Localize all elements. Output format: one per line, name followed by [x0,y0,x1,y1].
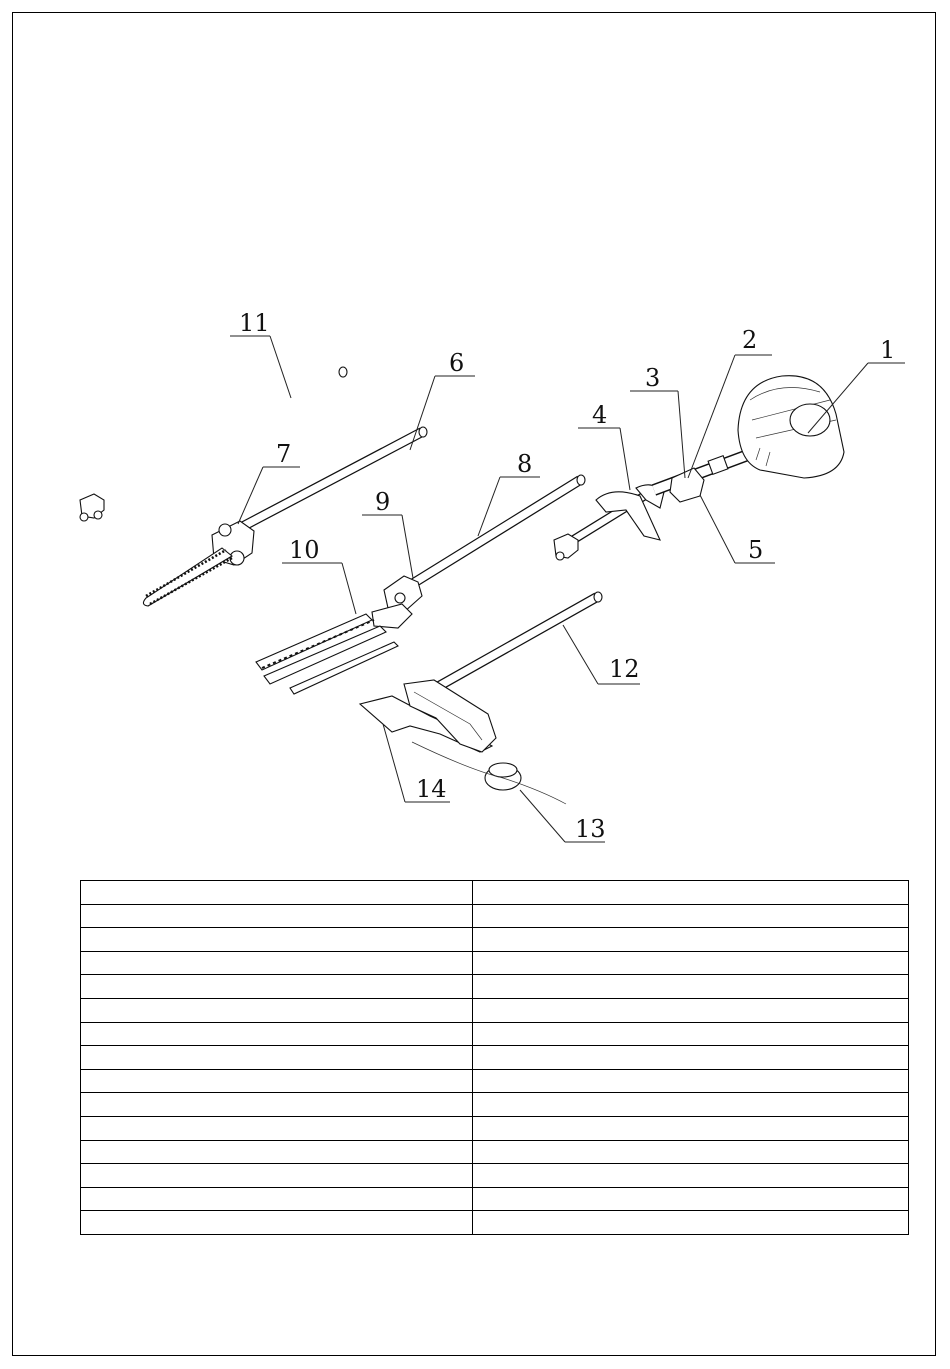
callout-4: 4 [592,401,608,429]
table-row [81,951,909,975]
part-shaft-coupler [654,452,756,502]
part-name-cell [473,1211,909,1235]
part-handle [554,485,664,560]
table-row [81,998,909,1022]
table-row [81,1093,909,1117]
part-name-cell [473,1093,909,1117]
part-name-cell [473,1187,909,1211]
callout-9: 9 [375,488,391,516]
callout-1: 1 [880,336,896,364]
table-row [81,928,909,952]
part-name-cell [473,928,909,952]
callout-11: 11 [239,309,270,337]
part-hedge-trimmer-gearbox [372,576,422,628]
table-row [81,904,909,928]
table-row [81,1164,909,1188]
table-row [81,1022,909,1046]
callout-3: 3 [645,364,661,392]
part-name-cell [473,998,909,1022]
part-number-cell [81,1069,473,1093]
callout-8: 8 [517,450,533,478]
table-row [81,1116,909,1140]
part-number-cell [81,1116,473,1140]
part-number-cell [81,975,473,999]
part-name-cell [473,904,909,928]
callout-14: 14 [416,775,447,803]
table-row [81,1069,909,1093]
callout-2: 2 [742,326,758,354]
table-row [81,1187,909,1211]
table-row [81,1211,909,1235]
part-number-cell [81,1140,473,1164]
part-hedge-trimmer-shaft [412,475,585,584]
part-name-cell [473,1069,909,1093]
table-row [81,1046,909,1070]
part-number-cell [81,1187,473,1211]
table-row [81,881,909,905]
part-name-cell [473,1116,909,1140]
part-name-cell [473,881,909,905]
callout-5: 5 [748,536,764,564]
part-blade-guard [360,680,496,752]
part-number-cell [81,1046,473,1070]
callout-6: 6 [449,349,465,377]
callout-10: 10 [289,536,320,564]
part-number-cell [81,1211,473,1235]
part-number-cell [81,1164,473,1188]
part-name-cell [473,1164,909,1188]
part-brush-cutter-shaft [432,592,602,690]
part-engine [738,376,844,478]
part-pole-saw-head [143,521,254,606]
part-name-cell [473,1022,909,1046]
part-name-cell [473,1046,909,1070]
part-name-cell [473,975,909,999]
part-number-cell [81,1093,473,1117]
part-number-cell [81,1022,473,1046]
callout-13: 13 [575,815,606,843]
parts-list-table [80,880,909,1235]
part-number-cell [81,951,473,975]
part-name-cell [473,1140,909,1164]
part-number-cell [81,998,473,1022]
callout-12: 12 [609,655,640,683]
parts-list-body [81,881,909,1235]
part-number-cell [81,904,473,928]
part-number-cell [81,881,473,905]
table-row [81,975,909,999]
callout-7: 7 [276,440,292,468]
part-name-cell [473,951,909,975]
part-number-cell [81,928,473,952]
table-row [81,1140,909,1164]
